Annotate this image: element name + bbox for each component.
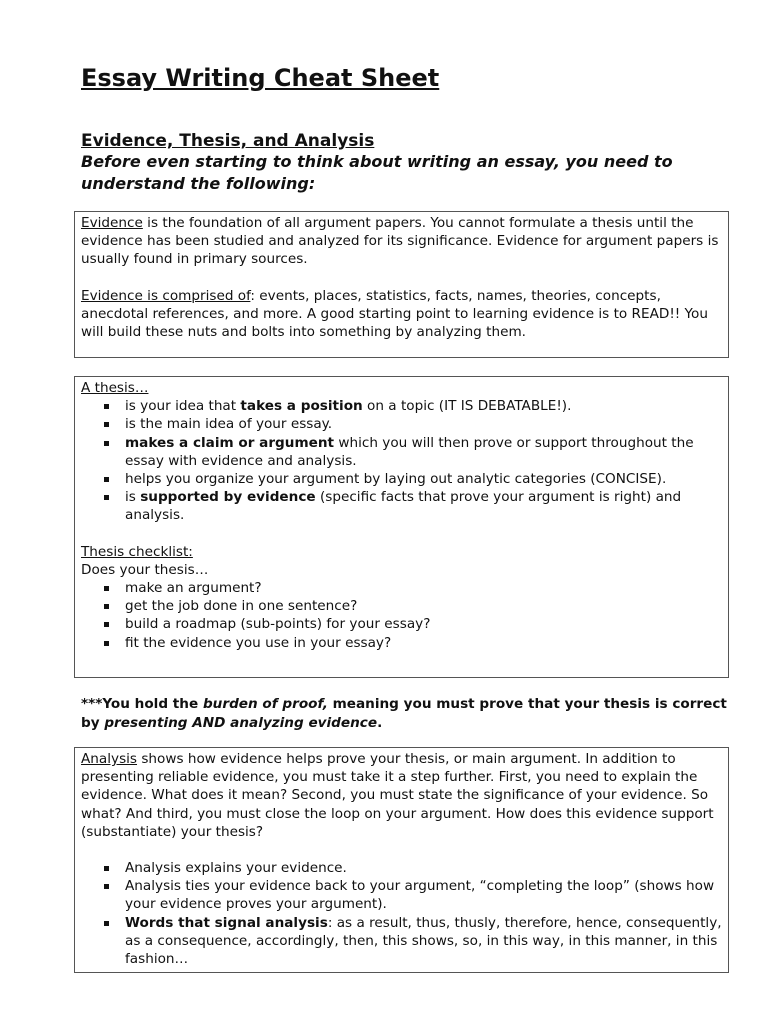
- bullet-text: : as a result, thus, thusly, therefore, hence, consequently, as a consequence, accordingly, then, this shows, so, in this way, in this manner, in this fashion…: [125, 914, 722, 968]
- list-item: [125, 914, 722, 969]
- intro-text: Before even starting to think about writing an essay, you need to understand the following:: [81, 152, 673, 193]
- list-item: [125, 488, 722, 524]
- evidence-text: is the foundation of all argument papers. You cannot formulate a thesis until the evidence has been studied and analyzed for its significance. Evidence for argument papers is usually found in primary sources.: [81, 215, 719, 268]
- spacer: [81, 525, 722, 543]
- bullet-bold-text: takes a position: [240, 398, 363, 415]
- thesis-box: [74, 376, 729, 678]
- bullet-bold-text: makes a claim or argument: [125, 434, 335, 451]
- section-heading: Evidence, Thesis, and Analysis: [81, 131, 375, 151]
- bullet-text: on a topic (IT IS DEBATABLE!).: [362, 398, 572, 415]
- list-item: fit the evidence you use in your essay?: [125, 634, 722, 652]
- analysis-paragraph: [81, 750, 722, 841]
- bullet-text: is: [125, 489, 141, 506]
- analysis-bullet-list: [81, 859, 722, 968]
- analysis-term: Analysis: [81, 751, 138, 767]
- bullet-text: is your idea that: [125, 398, 241, 415]
- bullet-text: which you will then prove or support throughout the essay with evidence and analysis.: [125, 434, 694, 469]
- bullet-bold-text: Words that signal analysis: [125, 914, 328, 931]
- burden-of-proof-note: [81, 695, 731, 732]
- spacer: [81, 269, 722, 287]
- thesis-checklist-heading: Thesis checklist:: [81, 543, 193, 560]
- list-item: make an argument?: [125, 579, 722, 597]
- evidence-term: Evidence: [81, 215, 143, 231]
- evidence-box: [74, 211, 729, 358]
- note-text: meaning you must prove that your thesis is correct by: [81, 696, 727, 731]
- list-item: build a roadmap (sub-points) for your essay?: [125, 615, 722, 633]
- note-text: ***You hold the: [81, 696, 203, 712]
- thesis-bullet-list: [81, 397, 722, 524]
- list-item: [125, 434, 722, 470]
- note-italic-text: burden of proof,: [202, 696, 328, 712]
- note-text: .: [377, 714, 383, 731]
- bullet-bold-text: supported by evidence: [140, 489, 316, 506]
- spacer: [81, 841, 722, 859]
- list-item: [125, 415, 722, 433]
- list-item: [125, 470, 722, 488]
- bullet-text: helps you organize your argument by laying out analytic categories (CONCISE).: [125, 471, 667, 488]
- evidence-paragraph: [81, 214, 722, 269]
- list-item: [125, 397, 722, 415]
- list-item: Analysis ties your evidence back to your argument, “completing the loop” (shows how your evidence proves your argument).: [125, 877, 722, 913]
- analysis-box: [74, 747, 729, 973]
- thesis-checklist-intro: Does your thesis…: [81, 561, 209, 578]
- evidence-comprised-term: Evidence is comprised of: [81, 287, 251, 304]
- note-italic-text: presenting AND analyzing evidence: [104, 714, 378, 731]
- evidence-comprised-text: : events, places, statistics, facts, names, theories, concepts, anecdotal references, and more. A good starting point to learning evidence is to READ!! You will build these nuts and bolts into something by analyzing them.: [81, 287, 708, 341]
- page-title: Essay Writing Cheat Sheet: [81, 64, 440, 92]
- list-item: get the job done in one sentence?: [125, 597, 722, 615]
- list-item: Analysis explains your evidence.: [125, 859, 722, 877]
- bullet-text: (specific facts that prove your argument is right) and analysis.: [125, 489, 682, 524]
- evidence-comprised-paragraph: [81, 287, 722, 342]
- analysis-text: shows how evidence helps prove your thesis, or main argument. In addition to presenting reliable evidence, you must take it a step further. First, you need to explain the evidence. What does it mean? Second, you must state the significance of your evidence. So what? And third, you must close the loop on your argument. How does this evidence support (substantiate) your thesis?: [81, 751, 714, 840]
- bullet-text: is the main idea of your essay.: [125, 416, 333, 433]
- thesis-heading: A thesis…: [81, 380, 149, 396]
- thesis-checklist: [81, 579, 722, 652]
